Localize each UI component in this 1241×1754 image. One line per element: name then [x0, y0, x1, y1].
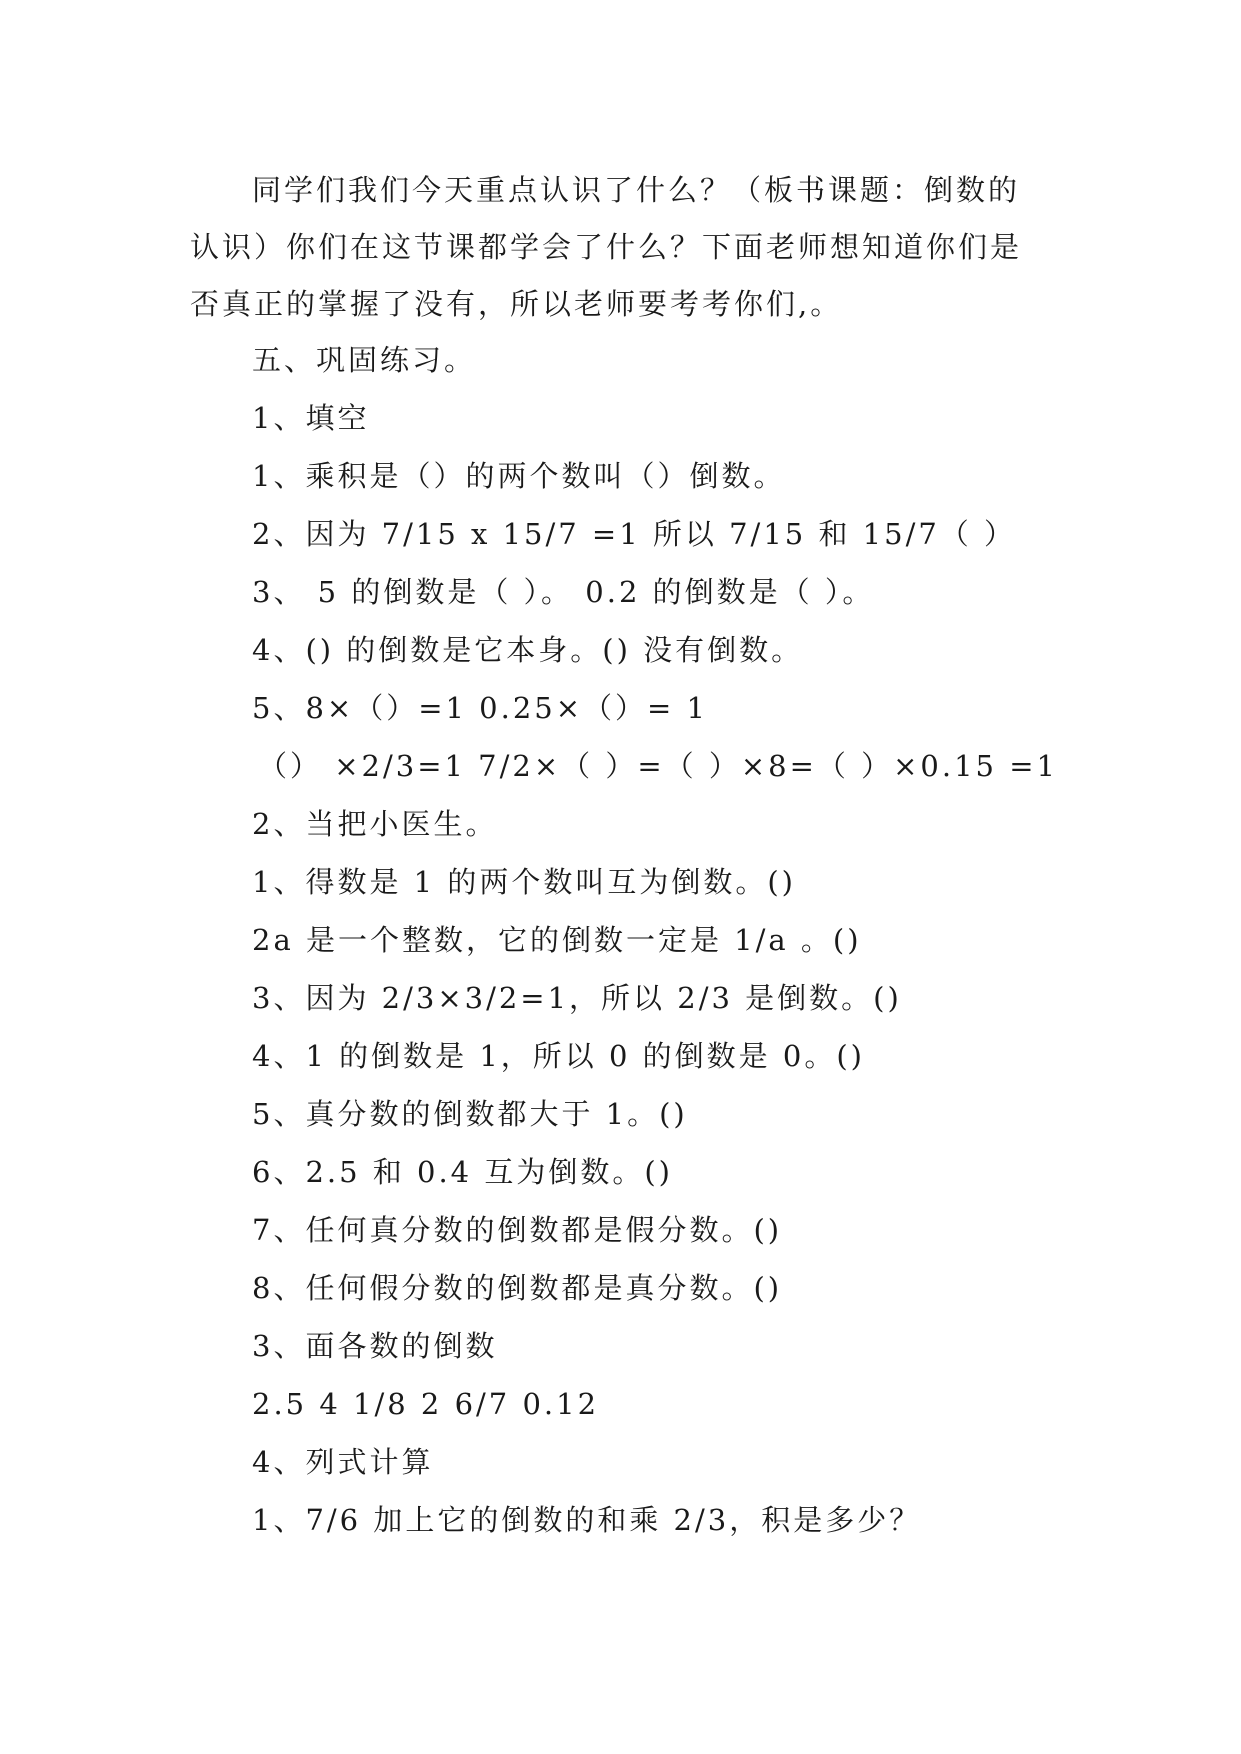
section-five-heading: 五、巩固练习。	[252, 343, 477, 377]
judge-item-3: 3、因为 2/3×3/2=1，所以 2/3 是倒数。()	[252, 981, 902, 1015]
fill-blank-item-2: 2、因为 7/15 x 15/7 =1 所以 7/15 和 15/7（ ）	[252, 517, 1017, 551]
fill-blank-item-4: 4、() 的倒数是它本身。() 没有倒数。	[252, 633, 804, 667]
judge-item-6: 6、2.5 和 0.4 互为倒数。()	[252, 1155, 673, 1189]
reciprocal-heading: 3、面各数的倒数	[252, 1329, 498, 1363]
fill-blank-item-5-continued: （） ×2/3=1 7/2×（ ）=（ ）×8=（ ）×0.15 =1	[258, 749, 1058, 783]
fill-blank-item-5: 5、8×（）=1 0.25×（）= 1	[252, 691, 709, 725]
fill-blank-heading: 1、填空	[252, 401, 370, 435]
calculation-item-1: 1、7/6 加上它的倒数的和乘 2/3，积是多少？	[252, 1503, 922, 1537]
fill-blank-item-1: 1、乘积是（）的两个数叫（）倒数。	[252, 459, 786, 493]
judge-item-5: 5、真分数的倒数都大于 1。()	[252, 1097, 688, 1131]
fill-blank-item-3: 3、 5 的倒数是（ ）。 0.2 的倒数是（ ）。	[252, 575, 875, 609]
intro-paragraph: 同学们我们今天重点认识了什么？（板书课题：倒数的认识）你们在这节课都学会了什么？下面老师想知道你们是否真正的掌握了没有，所以老师要考考你们,。	[190, 173, 1023, 321]
little-doctor-heading: 2、当把小医生。	[252, 807, 498, 841]
reciprocal-numbers: 2.5 4 1/8 2 6/7 0.12	[252, 1387, 600, 1421]
calculation-heading: 4、列式计算	[252, 1445, 434, 1479]
judge-item-8: 8、任何假分数的倒数都是真分数。()	[252, 1271, 783, 1305]
judge-item-2: 2a 是一个整数，它的倒数一定是 1/a 。()	[252, 923, 862, 957]
judge-item-4: 4、1 的倒数是 1，所以 0 的倒数是 0。()	[252, 1039, 865, 1073]
judge-item-7: 7、任何真分数的倒数都是假分数。()	[252, 1213, 783, 1247]
judge-item-1: 1、得数是 1 的两个数叫互为倒数。()	[252, 865, 796, 899]
